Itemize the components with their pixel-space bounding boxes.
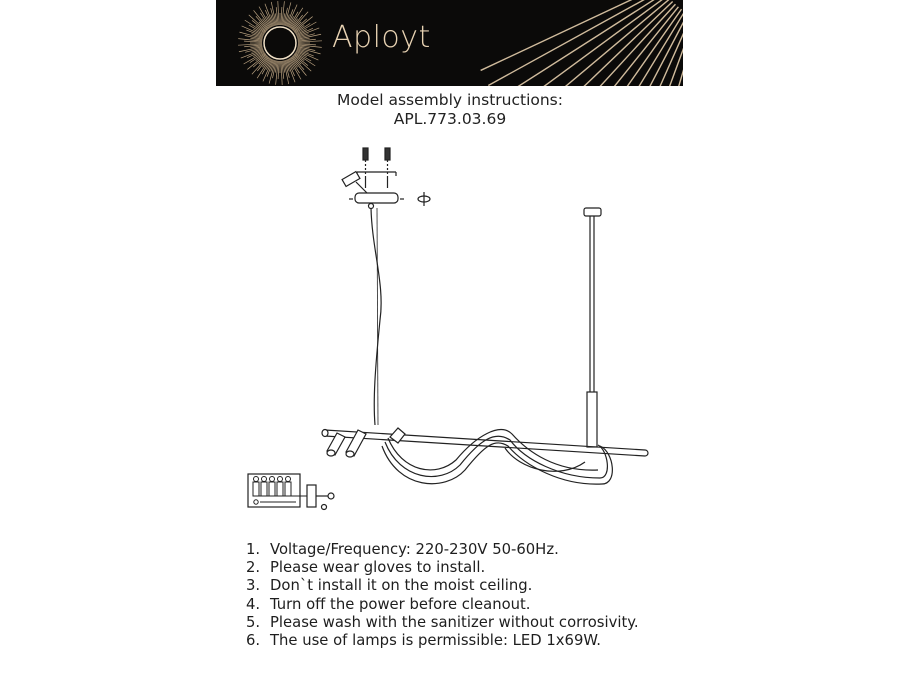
title-line-1: Model assembly instructions:	[337, 91, 563, 109]
model-number: APL.773.03.69	[393, 110, 507, 128]
instruction-item: 1. Voltage/Frequency: 220-230V 50-60Hz.	[246, 541, 559, 558]
rotate-icon	[418, 192, 430, 206]
terminal-block-icon	[248, 474, 334, 510]
instruction-item: 2. Please wear gloves to install.	[246, 559, 486, 577]
instruction-item: 3. Don`t install it on the moist ceiling.	[246, 577, 533, 595]
canopy-icon	[349, 193, 404, 209]
instruction-item: 5. Please wash with the sanitizer without corrosivity.	[246, 613, 639, 631]
connector-icon	[342, 172, 368, 194]
ground-icon	[328, 493, 334, 499]
instruction-item: 4. Turn off the power before cleanout.	[246, 595, 531, 613]
screw-icon	[357, 148, 396, 188]
instruction-item: 6. The use of lamps is permissible: LED 1x69W.	[246, 632, 602, 650]
instruction-list	[246, 541, 639, 650]
brand-name: Aployt	[332, 20, 431, 55]
